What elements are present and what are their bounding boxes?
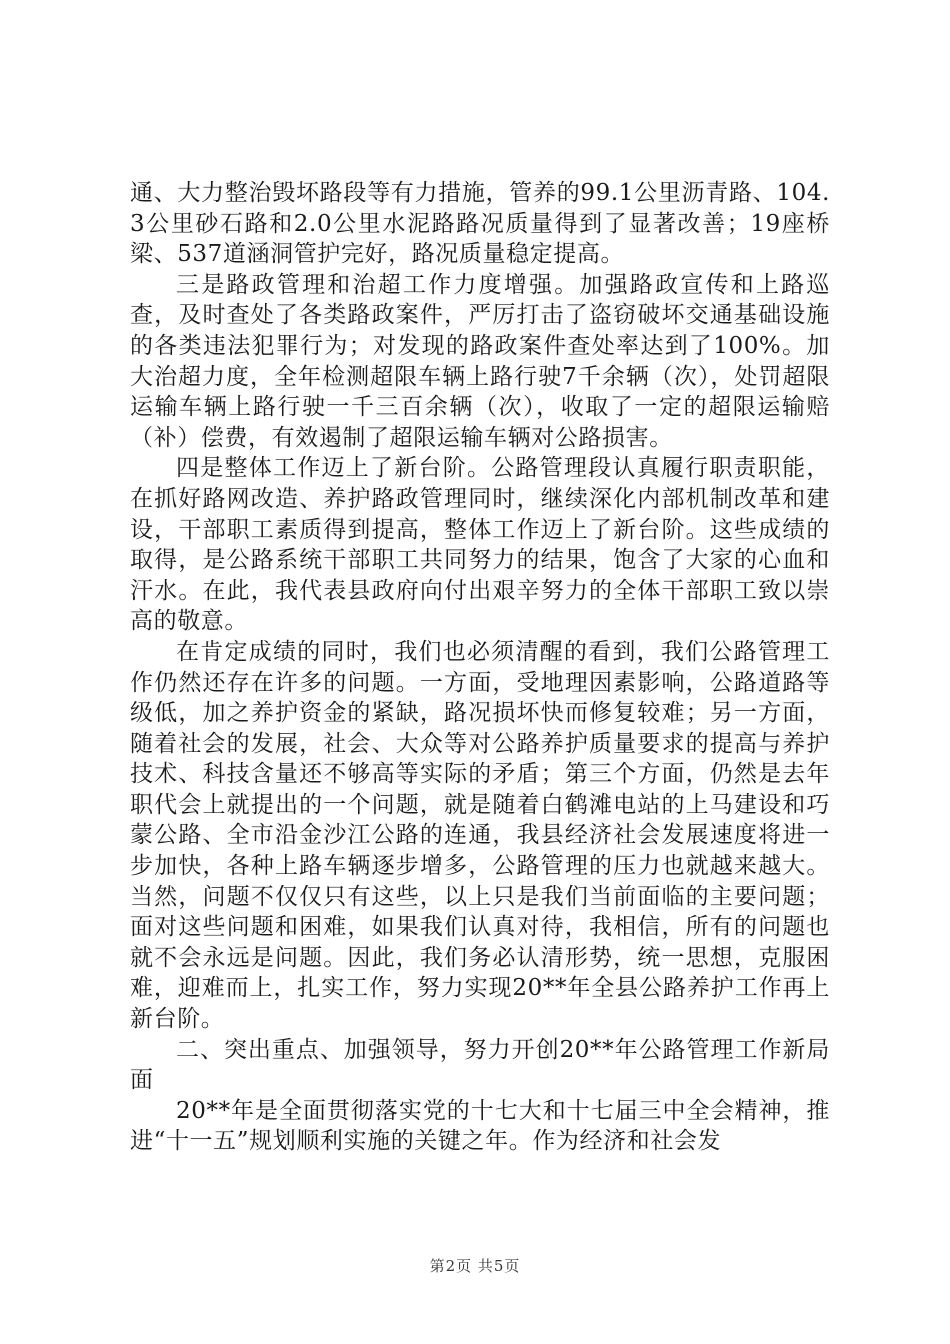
paragraph-overall-work: 四是整体工作迈上了新台阶。公路管理段认真履行职责职能，在抓好路网改造、养护路政管理同时，继续深化内部机制改革和建设，干部职工素质得到提高，整体工作迈上了新台阶。这些成绩的取得，是公路系统干部职工共同努力的结果，饱含了大家的心血和汗水。在此，我代表县政府向付出艰辛努力的全体干部职工致以崇高的敬意。 [130,455,830,635]
page-number-footer: 第2页 共5页 [429,1257,521,1275]
paragraph-problems: 在肯定成绩的同时，我们也必须清醒的看到，我们公路管理工作仍然还存在许多的问题。一方面，受地理因素影响，公路道路等级低，加之养护资金的紧缺，路况损坏快而修复较难；另一方面，随着社会的发展，社会、大众等对公路养护质量要求的提高与养护技术、科技含量还不够高等实际的矛盾；第三个方面，仍然是去年职代会上就提出的一个问题，就是随着白鹤滩电站的上马建设和巧蒙公路、全市沿金沙江公路的连通，我县经济社会发展速度将进一步加快，各种上路车辆逐步增多，公路管理的压力也就越来越大。当然，问题不仅仅只有这些，以上只是我们当前面临的主要问题；面对这些问题和困难，如果我们认真对待，我相信，所有的问题也就不会永远是问题。因此，我们务必认清形势，统一思想，克服困难，迎难而上，扎实工作，努力实现20**年全县公路养护工作再上新台阶。 [130,638,830,1033]
paragraph-continued: 通、大力整治毁坏路段等有力措施，管养的99.1公里沥青路、104.3公里砂石路和2.0公里水泥路路况质量得到了显著改善；19座桥梁、537道涵洞管护完好，路况质量稳定提高。 [130,180,830,268]
paragraph-road-administration: 三是路政管理和治超工作力度增强。加强路政宣传和上路巡查，及时查处了各类路政案件，严厉打击了盗窃破坏交通基础设施的各类违法犯罪行为；对发现的路政案件查处率达到了100%。加大治超力度，全年检测超限车辆上路行驶7千余辆（次），处罚超限运输车辆上路行驶一千三百余辆（次），收取了一定的超限运输赔（补）偿费，有效遏制了超限运输车辆对公路损害。 [130,271,830,451]
paragraph-key-year: 20**年是全面贯彻落实党的十七大和十七届三中全会精神，推进“十一五”规划顺利实施的关键之年。作为经济和社会发 [130,1097,830,1155]
section-heading-two: 二、突出重点、加强领导，努力开创20**年公路管理工作新局面 [130,1036,830,1094]
document-body [130,178,830,1157]
